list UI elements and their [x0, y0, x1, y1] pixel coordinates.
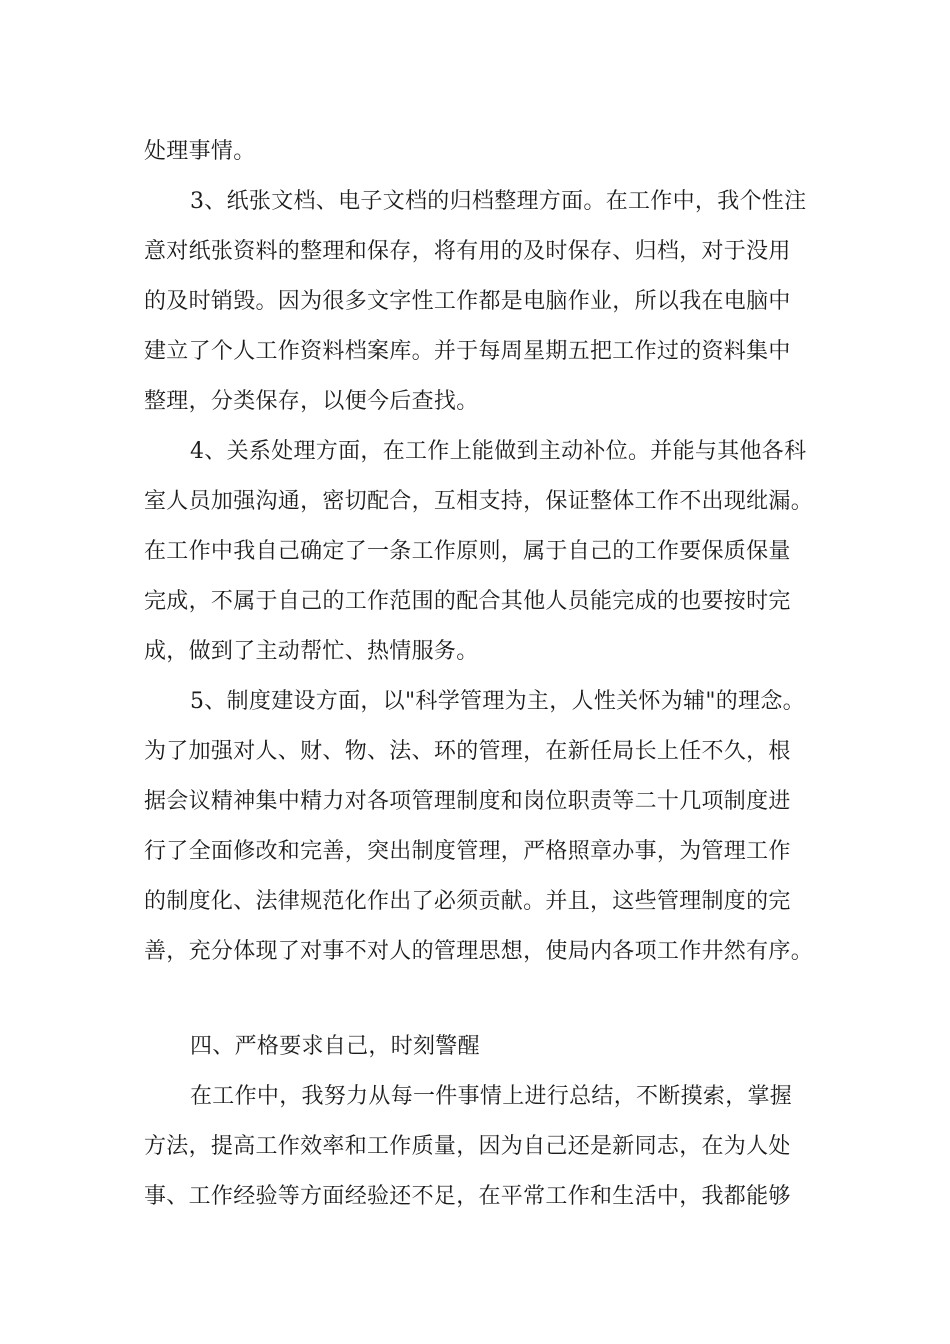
paragraph-line: 意对纸张资料的整理和保存，将有用的及时保存、归档，对于没用 — [144, 239, 791, 264]
paragraph-line: 为了加强对人、财、物、法、环的管理，在新任局长上任不久，根 — [144, 739, 791, 764]
paragraph-line: 完成，不属于自己的工作范围的配合其他人员能完成的也要按时完 — [144, 589, 791, 614]
section-heading: 四、严格要求自己，时刻警醒 — [190, 1034, 480, 1059]
paragraph-line: 在工作中我自己确定了一条工作原则，属于自己的工作要保质保量 — [144, 539, 791, 564]
paragraph-line: 4、关系处理方面，在工作上能做到主动补位。并能与其他各科 — [190, 439, 807, 464]
paragraph-line: 整理，分类保存，以便今后查找。 — [144, 389, 479, 414]
paragraph-line: 建立了个人工作资料档案库。并于每周星期五把工作过的资料集中 — [144, 339, 791, 364]
paragraph-line: 方法，提高工作效率和工作质量，因为自己还是新同志，在为人处 — [144, 1134, 791, 1159]
paragraph-line: 的制度化、法律规范化作出了必须贡献。并且，这些管理制度的完 — [144, 889, 791, 914]
paragraph-line: 成，做到了主动帮忙、热情服务。 — [144, 639, 479, 664]
paragraph-line: 的及时销毁。因为很多文字性工作都是电脑作业，所以我在电脑中 — [144, 289, 791, 314]
paragraph-line: 事、工作经验等方面经验还不足，在平常工作和生活中，我都能够 — [144, 1184, 791, 1209]
paragraph-line: 3、纸张文档、电子文档的归档整理方面。在工作中，我个性注 — [190, 189, 807, 214]
paragraph-line: 善，充分体现了对事不对人的管理思想，使局内各项工作井然有序。 — [144, 939, 814, 964]
paragraph-line: 行了全面修改和完善，突出制度管理，严格照章办事，为管理工作 — [144, 839, 791, 864]
paragraph-line: 在工作中，我努力从每一件事情上进行总结，不断摸索，掌握 — [190, 1084, 793, 1109]
paragraph-line: 5、制度建设方面，以"科学管理为主，人性关怀为辅"的理念。 — [190, 689, 805, 714]
paragraph-line: 处理事情。 — [144, 139, 256, 164]
paragraph-line: 室人员加强沟通，密切配合，互相支持，保证整体工作不出现纰漏。 — [144, 489, 814, 514]
paragraph-line: 据会议精神集中精力对各项管理制度和岗位职责等二十几项制度进 — [144, 789, 791, 814]
